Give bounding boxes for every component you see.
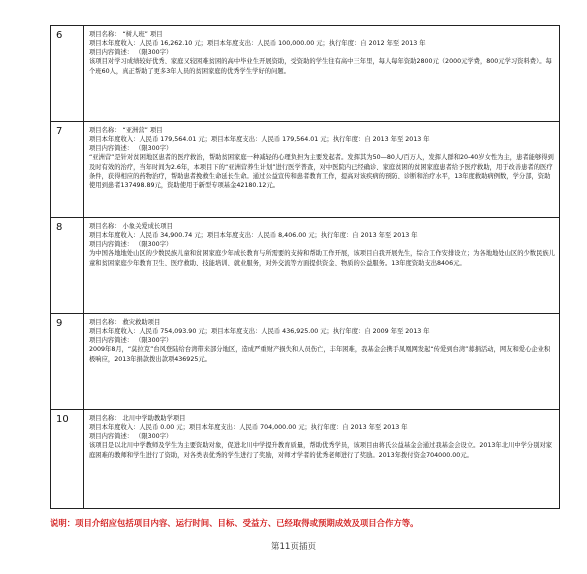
project-name: 项目名称： 救灾救助项目 [89, 319, 161, 326]
row-number-cell [51, 410, 84, 508]
project-intro-label: 项目内容简述： （限300字） [89, 49, 173, 57]
project-budget: 项目本年度收入：人民币 16,262.10 元；项目本年度支出：人民币 100,000.00 元；执行年度：自 2012 年至 2013 年 [89, 40, 426, 48]
table-row [51, 26, 559, 122]
project-intro-label: 项目内容简述： （限300字） [89, 433, 173, 441]
row-number-cell [51, 218, 84, 313]
project-name: 项目名称： “树人班” 项目 [89, 31, 163, 38]
project-intro: 该项目是以北川中学教师及学生为主要资助对象，促进北川中学提升教育质量，帮助优秀学员，该项目由蒋氏公益基金会通过我基金会设立。2013年北川中学分别对家庭困难的教师和学生进行了资助，对各类表优秀的学生进行了奖励，对师才学者的优秀老师进行了奖励。2013年拨付资金704000.00元。 [89, 442, 553, 459]
table-row [51, 314, 559, 410]
project-table [50, 25, 560, 509]
project-intro: 该项目对学习成绩较好优秀、家庭又较困难贫困的高中毕业生开展资助，受资助的学生往有高中三年里，每人每年资助2800元（2000元学费，800元学习资料费）。每个班60人，真正帮助了更多3年人员的贫困家庭的优秀学生学好的问题。 [89, 58, 552, 75]
row-number-cell [51, 314, 84, 409]
row-number-cell [51, 26, 84, 121]
project-budget: 项目本年度收入：人民币 34,900.74 元；项目本年度支出：人民币 8,406.00 元；执行年度：自 2013 年至 2013 年 [89, 232, 418, 240]
project-intro-label: 项目内容简述： （限300字） [89, 337, 173, 345]
project-intro: 为中国各地地处山区的少数民族儿童和贫困家庭少年成长教育与所需要的支持和帮助工作开展，该项目自我开展先生，综合工作安排设立；为各地地处山区的少数民族儿童和贫困家庭少年教育卫生、医疗救助、技能培训、就业服务，对外交流等方面提供资金、物质的公益服务。13年度资助支出8406元。 [89, 250, 555, 267]
row-number: 8 [56, 222, 63, 233]
project-intro: “亚洲营”是针对贫困地区患者的医疗救治，帮助贫困家庭一种减轻的心理负担为主要发起者。发挥其为50—80人/百万人，发挥人群和20-40岁女性为主，患者能够得到及时有效的治疗，当年时间为2.6年，本项目下的“亚洲营养生计划”进行医学普查，对中医院内已经确诊、家庭贫困的贫困家庭患者给予医疗救助，用于改善患者的医疗条件，获得相应的药物治疗，帮助患者挽救生命延长生命。通过公益宣传和患者教育工作，提高对该疾病的预防、诊断和治疗水平，13年度救助病例数，学分部，资助使用到患者137498.89元，资助使用于新型专项基金42180.12元。 [89, 154, 554, 189]
row-number: 6 [56, 30, 63, 41]
note-text: 说明：项目介绍应包括项目内容、运行时间、目标、受益方、已经取得或预期成效及项目合作方等。 [50, 518, 419, 528]
project-budget: 项目本年度收入：人民币 754,093.90 元；项目本年度支出：人民币 436,925.00 元；执行年度：自 2009 年至 2013 年 [89, 328, 430, 336]
page-footer: 第11页插页 [270, 542, 317, 552]
row-number-cell [51, 122, 84, 217]
project-info [89, 30, 555, 76]
project-info [89, 318, 555, 364]
project-name: 项目名称： 北川中学助教助学项目 [89, 415, 186, 422]
row-number: 7 [56, 126, 63, 137]
row-number: 10 [56, 414, 69, 425]
table-row [51, 218, 559, 314]
project-budget: 项目本年度收入：人民币 179,564.01 元；项目本年度支出：人民币 179,564.01 元；执行年度：自 2013 年至 2013 年 [89, 136, 430, 144]
project-info [89, 414, 555, 460]
row-number: 9 [56, 318, 63, 329]
table-row [51, 410, 559, 508]
table-row [51, 122, 559, 218]
project-name: 项目名称： 小象关爱成长项目 [89, 223, 173, 230]
project-name: 项目名称： “亚洲营” 项目 [89, 127, 163, 134]
project-info [89, 126, 555, 190]
project-intro-label: 项目内容简述： （限300字） [89, 241, 173, 249]
project-intro-label: 项目内容简述： （限300字） [89, 145, 173, 153]
project-budget: 项目本年度收入：人民币 0.00 元；项目本年度支出：人民币 704,000.00 元；执行年度：自 2013 年至 2013 年 [89, 424, 408, 432]
project-intro: 2009年8月，“莫拉克”台风登陆给台湾带来部分地区，造成严重财产损失和人员伤亡，丰年困难，我基金会携手凤凰网发起“传爱到台湾”募捐活动，网友和爱心企业积极响应，2013年捐款拨出款项436925元。 [89, 346, 551, 363]
project-info [89, 222, 555, 268]
